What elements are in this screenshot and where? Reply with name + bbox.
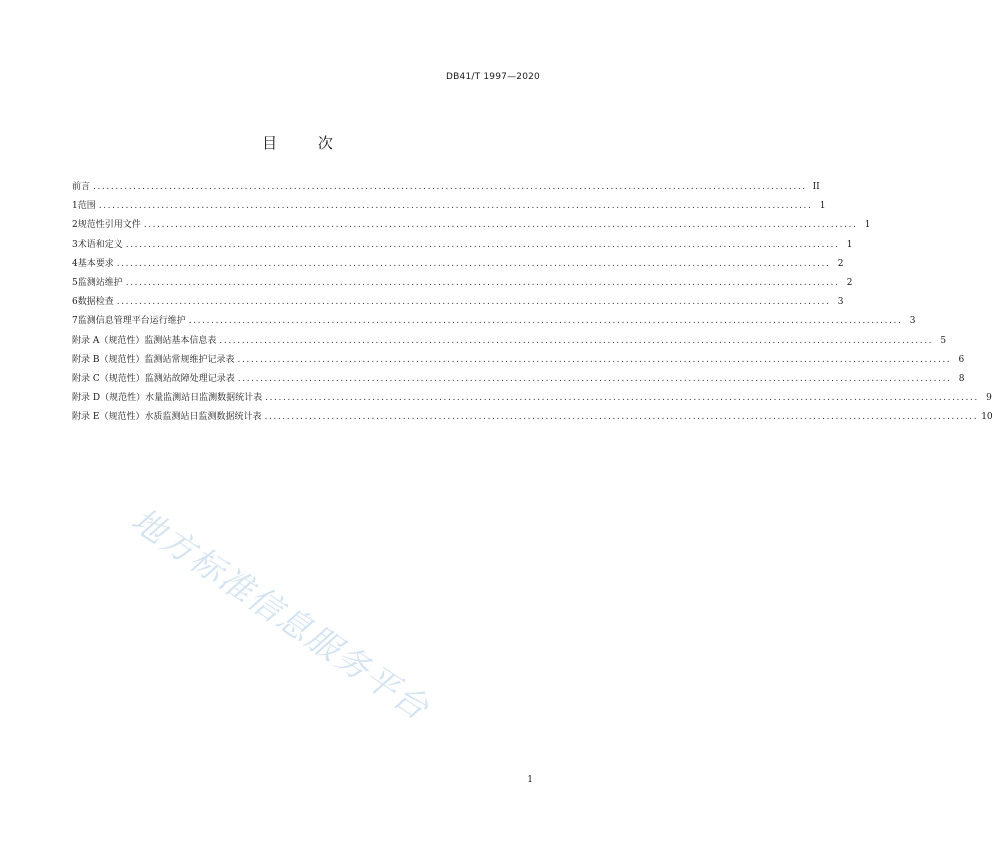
table-of-contents [72, 178, 993, 427]
toc-entry-number: 5 [72, 277, 78, 288]
toc-entry-label: 监测站维护 [77, 277, 123, 288]
toc-entry-number: 6 [72, 297, 78, 308]
toc-entry-7[interactable] [72, 312, 916, 331]
dot-leader: ................................................................................................................................................................ [265, 393, 979, 404]
toc-entry-page: 3 [837, 297, 844, 308]
dot-leader: ................................................................................................................................................................ [116, 297, 831, 308]
toc-entry-foreword[interactable] [72, 178, 820, 197]
appendix-label: 附录 C [72, 373, 100, 384]
appendix-label: 附录 D [72, 393, 101, 404]
appendix-kind: （规范性） [99, 373, 145, 384]
appendix-title: 监测站常规维护记录表 [144, 354, 235, 365]
appendix-label: 附录 E [72, 412, 100, 423]
toc-entry-label: 前言 [72, 182, 91, 192]
toc-entry-1[interactable] [72, 197, 826, 216]
toc-appendix-e[interactable] [72, 408, 993, 427]
dot-leader: ................................................................................................................................................................ [93, 182, 807, 192]
appendix-label: 附录 A [72, 335, 100, 346]
appendix-kind: （规范性） [99, 335, 145, 346]
appendix-title: 水质监测站日监测数据统计表 [144, 412, 262, 423]
toc-entry-page: 2 [837, 258, 844, 269]
appendix-page: 5 [940, 335, 947, 346]
appendix-kind: （规范性） [99, 412, 145, 423]
page-number: 1 [527, 775, 533, 785]
page-title: 目 次 [262, 134, 351, 152]
toc-entry-page: 3 [909, 316, 916, 327]
toc-entry-page: 1 [846, 239, 853, 250]
dot-leader: ................................................................................................................................................................ [125, 239, 840, 250]
toc-entry-number: 4 [72, 258, 78, 269]
toc-entry-page: 1 [864, 220, 871, 231]
dot-leader: ................................................................................................................................................................ [219, 335, 934, 346]
dot-leader: ................................................................................................................................................................ [98, 201, 813, 212]
toc-appendix-c[interactable] [72, 370, 965, 389]
appendix-kind: （规范性） [100, 393, 146, 404]
toc-entry-label: 范围 [77, 201, 96, 212]
toc-entry-number: 2 [72, 220, 78, 231]
appendix-title: 监测站故障处理记录表 [144, 373, 235, 384]
toc-appendix-a[interactable] [72, 332, 947, 351]
toc-entry-number: 7 [72, 316, 78, 327]
toc-appendix-d[interactable] [72, 389, 992, 408]
toc-appendix-b[interactable] [72, 351, 965, 370]
appendix-label: 附录 B [72, 354, 100, 365]
toc-entry-label: 规范性引用文件 [77, 220, 141, 231]
standard-code: DB41/T 1997—2020 [446, 72, 540, 82]
appendix-title: 水量监测站日监测数据统计表 [145, 393, 263, 404]
watermark-text: 地方标准信息服务平台 [124, 499, 437, 729]
toc-entry-number: 3 [72, 239, 78, 250]
appendix-page: 8 [958, 373, 965, 384]
appendix-page: 10 [981, 412, 993, 423]
dot-leader: ................................................................................................................................................................ [188, 316, 903, 327]
dot-leader: ................................................................................................................................................................ [237, 354, 952, 365]
dot-leader: ................................................................................................................................................................ [125, 277, 840, 288]
dot-leader: ................................................................................................................................................................ [264, 412, 979, 423]
toc-entry-page: 2 [846, 277, 853, 288]
toc-entry-2[interactable] [72, 216, 871, 235]
appendix-page: 6 [958, 354, 965, 365]
appendix-title: 监测站基本信息表 [144, 335, 217, 346]
toc-entry-3[interactable] [72, 236, 853, 255]
dot-leader: ................................................................................................................................................................ [237, 373, 952, 384]
toc-entry-6[interactable] [72, 293, 844, 312]
toc-entry-4[interactable] [72, 255, 844, 274]
dot-leader: ................................................................................................................................................................ [116, 258, 831, 269]
dot-leader: ................................................................................................................................................................ [143, 220, 858, 231]
appendix-kind: （规范性） [99, 354, 145, 365]
toc-entry-number: 1 [72, 201, 78, 212]
toc-entry-label: 监测信息管理平台运行维护 [77, 316, 186, 327]
appendix-page: 9 [986, 393, 992, 404]
toc-entry-page: 1 [819, 201, 826, 212]
toc-entry-page: II [812, 182, 820, 192]
toc-entry-label: 基本要求 [77, 258, 114, 269]
toc-entry-5[interactable] [72, 274, 853, 293]
toc-entry-label: 术语和定义 [77, 239, 123, 250]
toc-entry-label: 数据检查 [77, 297, 114, 308]
